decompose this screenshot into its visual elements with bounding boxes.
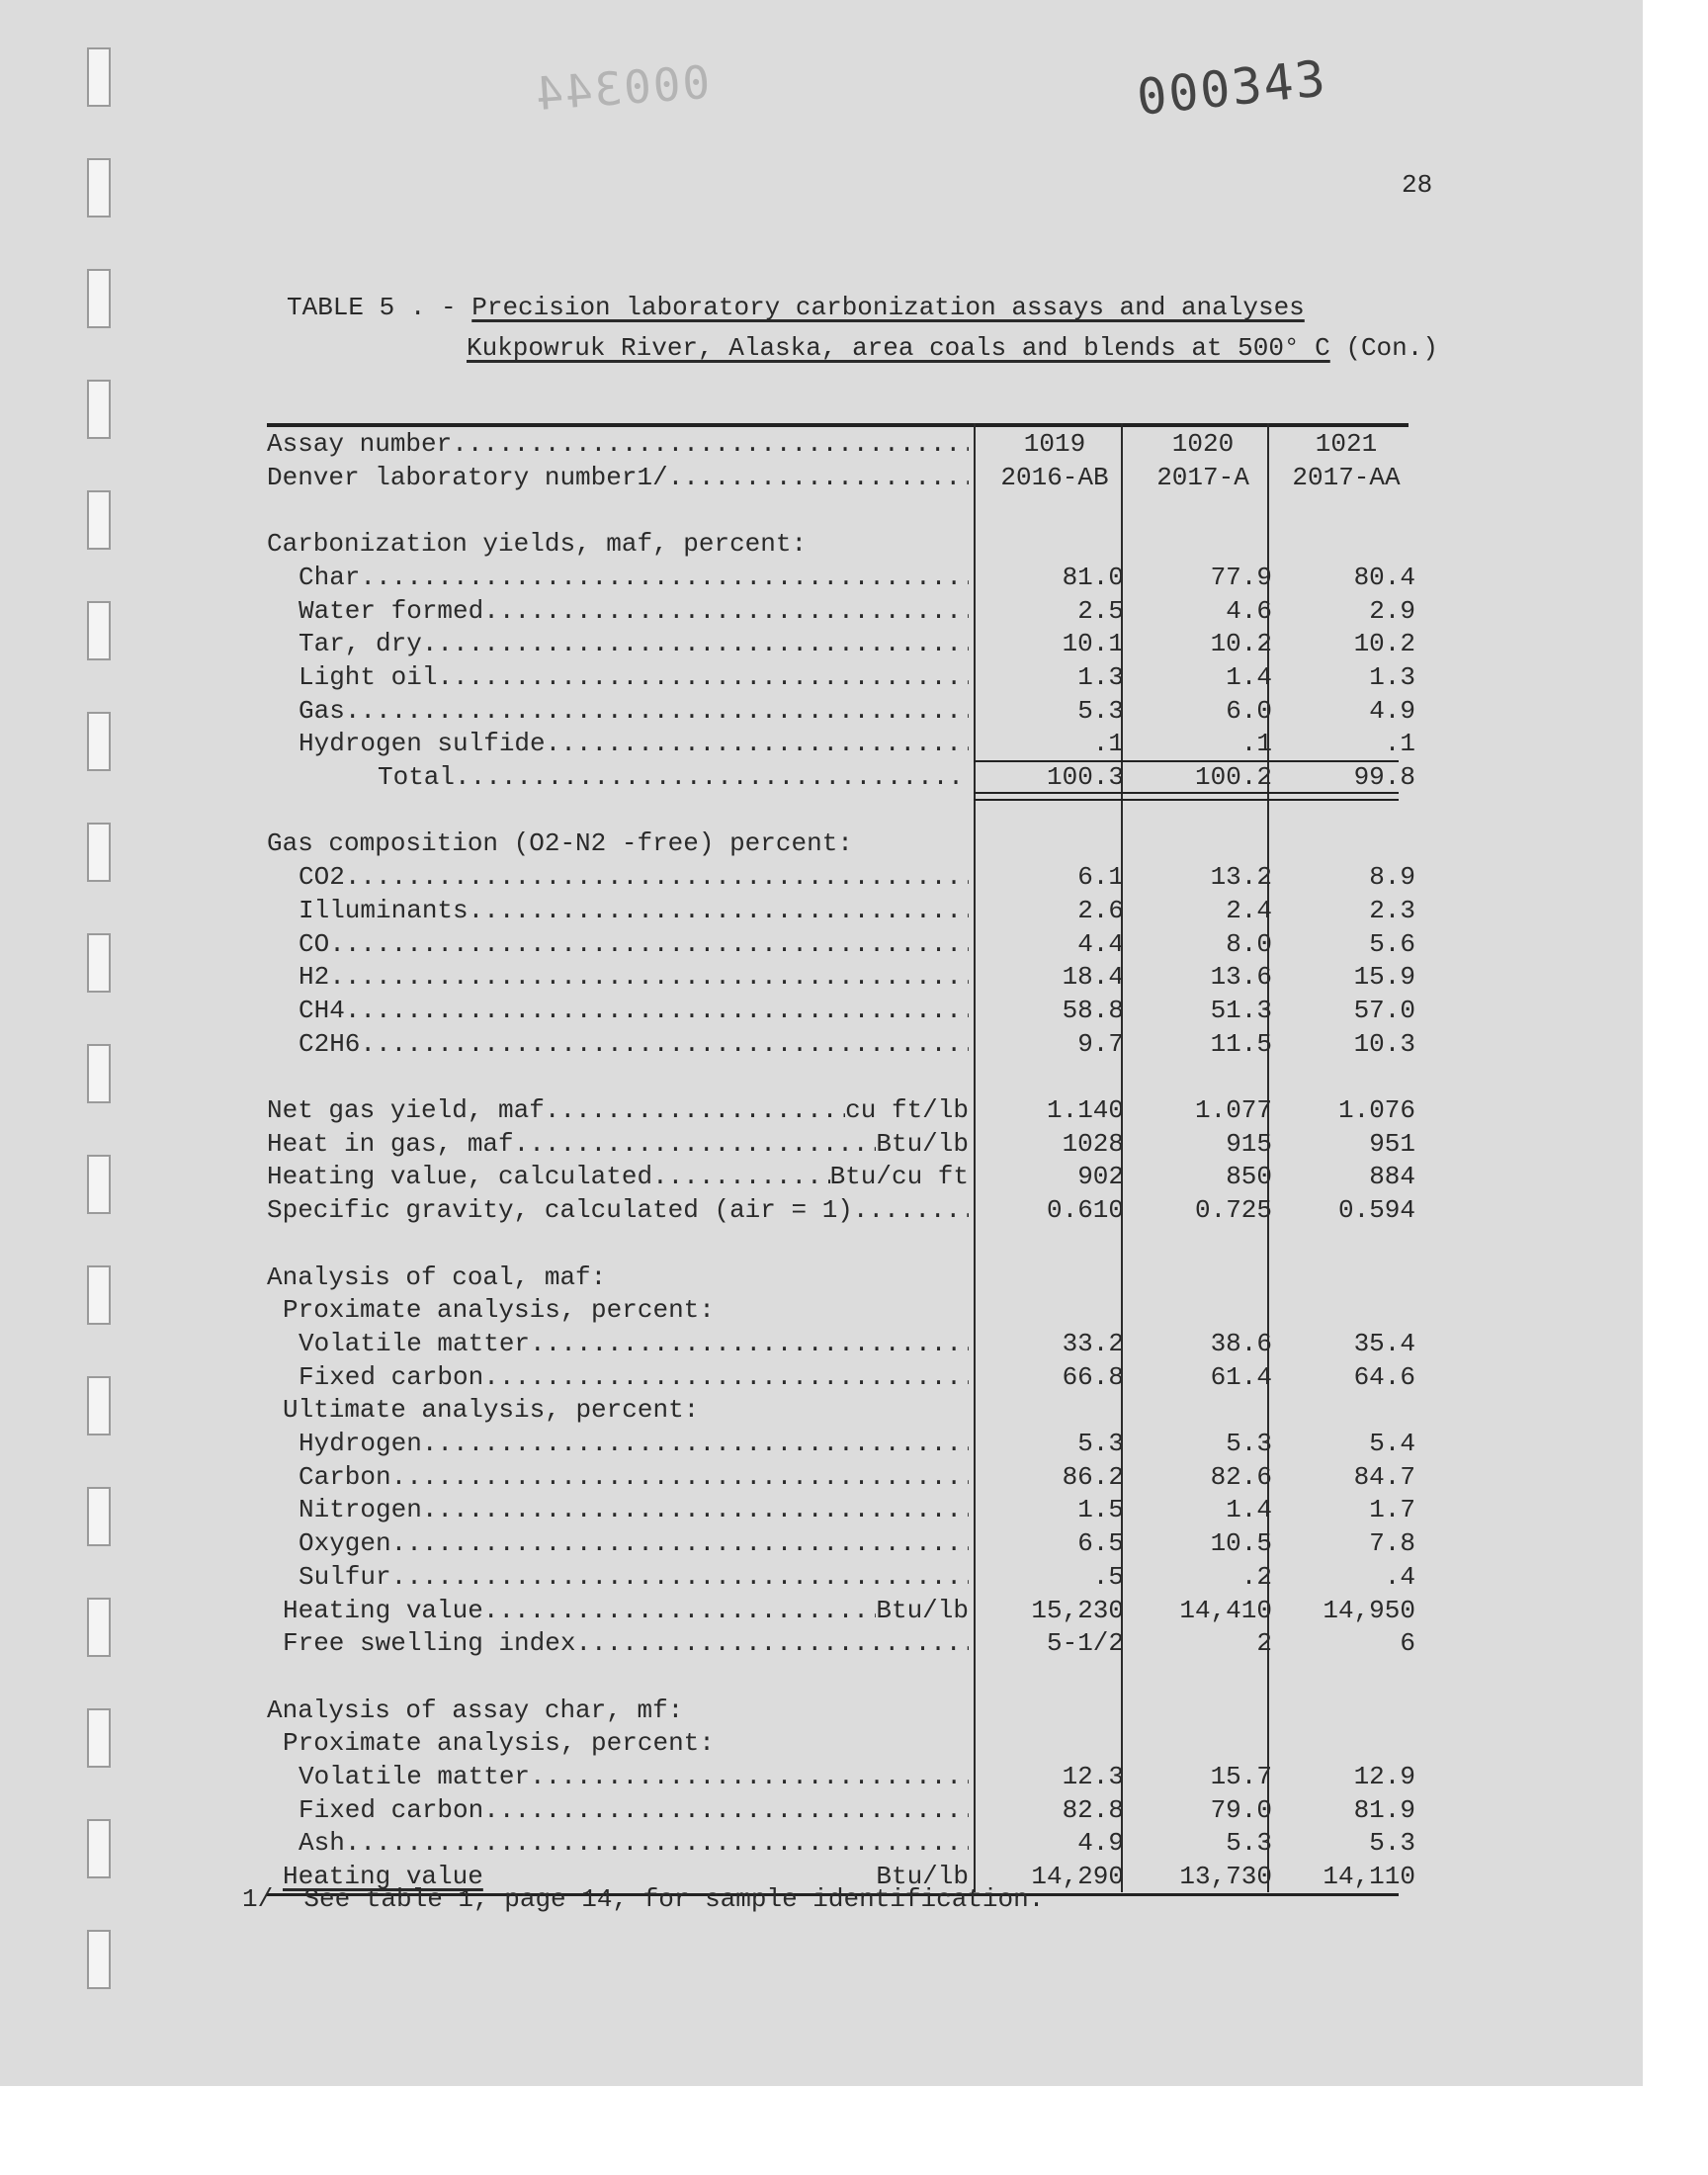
- row-label: [267, 1626, 969, 1660]
- table-row: [267, 760, 1415, 794]
- value-cell: 12.9: [1353, 1762, 1415, 1791]
- table-row: [267, 1760, 1415, 1793]
- binder-hole: [87, 1155, 111, 1214]
- label-text: Carbon: [299, 1461, 391, 1492]
- value-cell: 80.4: [1353, 562, 1415, 592]
- table-row: [267, 1460, 1415, 1494]
- label-text: Nitrogen: [299, 1495, 422, 1525]
- value-cell: 915: [1226, 1128, 1272, 1159]
- label-text: Volatile matter: [299, 1762, 531, 1791]
- value-cell: 10.1: [1062, 629, 1124, 659]
- dot-leader: [545, 1093, 845, 1127]
- value-cell: 884: [1369, 1162, 1415, 1192]
- document-number-stamp: 000343: [1134, 49, 1330, 127]
- dot-leader: [483, 594, 969, 628]
- value-cell: 8.9: [1369, 862, 1415, 893]
- label-text: Analysis of assay char, mf:: [267, 1695, 684, 1725]
- binder-hole: [87, 823, 111, 882]
- value-cell: 1.140: [1046, 1095, 1124, 1125]
- binder-hole: [87, 1376, 111, 1436]
- value-cell: 13.2: [1210, 862, 1272, 893]
- label-text: Char: [299, 562, 361, 592]
- dot-leader: [329, 960, 969, 994]
- value-cell: 1020: [1171, 429, 1235, 459]
- label-text: Sulfur: [299, 1561, 391, 1592]
- row-label: [267, 427, 969, 461]
- row-label: [267, 461, 969, 494]
- value-cell: 5.3: [1077, 695, 1124, 726]
- label-text: Heating value: [283, 1862, 483, 1892]
- value-cell: 2.4: [1226, 895, 1272, 925]
- section-heading: [267, 1261, 1409, 1294]
- spacer-row: [267, 1227, 1409, 1261]
- dot-leader: [345, 994, 969, 1027]
- label-text: Illuminants: [299, 895, 469, 925]
- binder-hole: [87, 380, 111, 439]
- row-label: [267, 1760, 969, 1793]
- label-text: Tar, dry: [299, 629, 422, 659]
- dot-leader: [668, 461, 969, 494]
- value-cell: 5.6: [1369, 928, 1415, 959]
- table-row: [267, 1626, 1415, 1660]
- row-label: [267, 594, 969, 628]
- binder-hole: [87, 269, 111, 328]
- value-cell: 58.8: [1062, 995, 1124, 1025]
- value-cell: 14,290: [1031, 1862, 1124, 1892]
- value-cell: 1.5: [1077, 1495, 1124, 1525]
- label-text: Volatile matter: [299, 1328, 531, 1358]
- row-label: [267, 860, 969, 894]
- value-cell: 6.1: [1077, 862, 1124, 893]
- table-row: [267, 1826, 1415, 1860]
- dot-leader: [530, 1760, 969, 1793]
- value-cell: 82.6: [1210, 1461, 1272, 1492]
- unit-label: cu ft/lb: [845, 1095, 969, 1125]
- value-cell: 902: [1077, 1162, 1124, 1192]
- section-heading: [267, 826, 1409, 860]
- value-cell: 81.9: [1353, 1794, 1415, 1825]
- dot-leader: [422, 627, 969, 660]
- row-label: [267, 894, 969, 927]
- row-label: [267, 1127, 969, 1161]
- row-label: [267, 927, 969, 961]
- dot-leader: [546, 727, 969, 760]
- dot-leader: [455, 760, 969, 794]
- value-cell: .1: [1384, 729, 1415, 759]
- unit-label: Btu/lb: [876, 1128, 969, 1159]
- dot-leader: [329, 927, 969, 961]
- binder-hole: [87, 1819, 111, 1878]
- value-cell: 1.4: [1226, 661, 1272, 692]
- value-cell: 10.5: [1210, 1528, 1272, 1559]
- value-cell: 81.0: [1062, 562, 1124, 592]
- table-row: [267, 1360, 1415, 1394]
- row-label: [267, 1093, 969, 1127]
- table-row: [267, 1493, 1415, 1526]
- value-cell: 33.2: [1062, 1328, 1124, 1358]
- value-cell: 5.4: [1369, 1429, 1415, 1458]
- row-label: [267, 1726, 969, 1760]
- binder-hole: [87, 490, 111, 550]
- table-row: [267, 960, 1415, 994]
- binder-hole: [87, 933, 111, 993]
- value-cell: 84.7: [1353, 1461, 1415, 1492]
- row-label: [267, 561, 969, 594]
- label-text: Light oil: [299, 661, 438, 692]
- label-text: Net gas yield, maf: [267, 1095, 545, 1125]
- binder-hole: [87, 47, 111, 107]
- row-label: [267, 1261, 969, 1294]
- value-cell: 66.8: [1062, 1361, 1124, 1392]
- dot-leader: [452, 427, 969, 461]
- spacer-row: [267, 493, 1409, 527]
- row-label: [267, 660, 969, 694]
- value-cell: 57.0: [1353, 995, 1415, 1025]
- value-cell: 6.0: [1226, 695, 1272, 726]
- value-cell: 10.3: [1353, 1028, 1415, 1059]
- table-row: [267, 461, 1409, 494]
- value-cell: 1.4: [1226, 1495, 1272, 1525]
- binder-hole: [87, 1930, 111, 1989]
- binder-hole: [87, 712, 111, 771]
- value-cell: 15.9: [1353, 962, 1415, 993]
- table-row: [267, 561, 1415, 594]
- table-row: [267, 1560, 1415, 1594]
- row-label: [267, 627, 969, 660]
- table-row: [267, 994, 1415, 1027]
- label-text: Fixed carbon: [299, 1794, 484, 1825]
- value-cell: 10.2: [1210, 629, 1272, 659]
- value-cell: 6.5: [1077, 1528, 1124, 1559]
- table-row: [267, 594, 1415, 628]
- table-row: [267, 894, 1415, 927]
- value-cell: 2017-AA: [1292, 462, 1401, 492]
- label-text: CO: [299, 928, 330, 959]
- value-cell: 9.7: [1077, 1028, 1124, 1059]
- binder-hole: [87, 1598, 111, 1657]
- table-row: [267, 1093, 1415, 1127]
- table-row: [267, 660, 1415, 694]
- binder-hole: [87, 1265, 111, 1325]
- label-text: Free swelling index: [283, 1628, 576, 1659]
- value-cell: 2: [1256, 1628, 1272, 1659]
- row-label: [267, 1793, 969, 1827]
- footnote: 1/ See table 1, page 14, for sample identification.: [242, 1884, 1045, 1914]
- row-label: [267, 1027, 969, 1061]
- table-row: [267, 1327, 1415, 1360]
- dot-leader: [514, 1127, 877, 1161]
- value-cell: 5.3: [1226, 1429, 1272, 1458]
- table-row: [267, 860, 1415, 894]
- row-label: [267, 1493, 969, 1526]
- dot-leader: [391, 1526, 969, 1560]
- value-cell: 15,230: [1031, 1595, 1124, 1625]
- value-cell: 10.2: [1353, 629, 1415, 659]
- label-text: Ultimate analysis, percent:: [283, 1395, 700, 1426]
- label-text: Assay number: [267, 429, 453, 459]
- row-label: [267, 527, 969, 561]
- table-row: [267, 1594, 1415, 1627]
- table-row: [267, 627, 1415, 660]
- label-text: Total: [378, 762, 456, 792]
- value-cell: 1.076: [1337, 1095, 1415, 1125]
- row-label: [267, 1160, 969, 1193]
- spacer-row: [267, 1060, 1409, 1093]
- value-cell: 2016-AB: [1000, 462, 1109, 492]
- title-suffix: (Con.): [1329, 333, 1438, 363]
- value-cell: 64.6: [1353, 1361, 1415, 1392]
- section-heading: [267, 1393, 1409, 1427]
- value-cell: 77.9: [1210, 562, 1272, 592]
- value-cell: 86.2: [1062, 1461, 1124, 1492]
- value-cell: 1.3: [1369, 661, 1415, 692]
- row-label: [267, 1694, 969, 1727]
- label-text: H2: [299, 962, 330, 993]
- dot-leader: [652, 1160, 829, 1193]
- spacer-row: [267, 794, 1409, 827]
- label-text: Proximate analysis, percent:: [283, 1728, 715, 1759]
- row-label: [267, 1393, 969, 1427]
- label-text: Water formed: [299, 595, 484, 626]
- row-label: [267, 760, 969, 794]
- value-cell: 1.7: [1369, 1495, 1415, 1525]
- value-cell: 0.725: [1194, 1195, 1272, 1226]
- value-cell: 1021: [1315, 429, 1378, 459]
- value-cell: 82.8: [1062, 1794, 1124, 1825]
- value-cell: 13.6: [1210, 962, 1272, 993]
- value-cell: 0.594: [1337, 1195, 1415, 1226]
- unit-label: Btu/cu ft: [829, 1162, 969, 1192]
- table-row: [267, 927, 1415, 961]
- table-row: [267, 1526, 1415, 1560]
- spacer-row: [267, 1660, 1409, 1694]
- table-title-line1: [287, 293, 1305, 322]
- value-cell: 100.3: [1046, 762, 1124, 792]
- dot-leader: [345, 1826, 969, 1860]
- value-cell: 850: [1226, 1162, 1272, 1192]
- binder-hole: [87, 601, 111, 660]
- dot-leader: [391, 1460, 969, 1494]
- title-text: Precision laboratory carbonization assays and analyses: [471, 293, 1305, 322]
- table-title-line2: [467, 333, 1438, 363]
- value-cell: .5: [1092, 1561, 1124, 1592]
- label-text: Hydrogen sulfide: [299, 729, 546, 759]
- row-label: [267, 826, 969, 860]
- value-cell: 14,950: [1323, 1595, 1415, 1625]
- row-label: [267, 1193, 969, 1227]
- dot-leader: [575, 1626, 969, 1660]
- value-cell: 4.9: [1077, 1828, 1124, 1859]
- value-cell: 1.3: [1077, 661, 1124, 692]
- value-cell: 1019: [1023, 429, 1086, 459]
- label-text: CH4: [299, 995, 345, 1025]
- value-cell: 1.077: [1194, 1095, 1272, 1125]
- dot-leader: [437, 660, 969, 694]
- binder-hole: [87, 1708, 111, 1768]
- dot-leader: [469, 894, 969, 927]
- label-text: Analysis of coal, maf:: [267, 1262, 607, 1292]
- value-cell: 5.3: [1226, 1828, 1272, 1859]
- label-text: Gas composition (O2-N2 -free) percent:: [267, 828, 853, 859]
- bleed-through-stamp: 000344: [532, 54, 712, 122]
- value-cell: 8.0: [1226, 928, 1272, 959]
- row-label: [267, 960, 969, 994]
- unit-label: Btu/lb: [876, 1862, 969, 1892]
- value-cell: 951: [1369, 1128, 1415, 1159]
- value-cell: 14,110: [1323, 1862, 1415, 1892]
- row-label: [267, 1560, 969, 1594]
- label-text: CO2: [299, 862, 345, 893]
- label-text: Gas: [299, 695, 345, 726]
- value-cell: 2.3: [1369, 895, 1415, 925]
- row-label: [267, 1526, 969, 1560]
- dot-leader: [422, 1427, 969, 1460]
- value-cell: 2.5: [1077, 595, 1124, 626]
- label-text: Hydrogen: [299, 1429, 422, 1458]
- value-cell: 5-1/2: [1046, 1628, 1124, 1659]
- row-label: [267, 1293, 969, 1327]
- table-row: [267, 427, 1409, 461]
- label-text: Oxygen: [299, 1528, 391, 1559]
- row-label: [267, 1327, 969, 1360]
- table-row: [267, 1127, 1415, 1161]
- row-label: [267, 1427, 969, 1460]
- value-cell: 18.4: [1062, 962, 1124, 993]
- label-text: Denver laboratory number1/: [267, 462, 668, 492]
- value-cell: 38.6: [1210, 1328, 1272, 1358]
- value-cell: 2.9: [1369, 595, 1415, 626]
- label-text: Ash: [299, 1828, 345, 1859]
- page-number: 28: [1402, 170, 1433, 200]
- value-cell: 15.7: [1210, 1762, 1272, 1791]
- label-text: Proximate analysis, percent:: [283, 1295, 715, 1326]
- row-label: [267, 694, 969, 728]
- value-cell: 6: [1400, 1628, 1415, 1659]
- table-row: [267, 1027, 1415, 1061]
- row-label: [267, 727, 969, 760]
- dot-leader: [422, 1493, 969, 1526]
- value-cell: 14,410: [1179, 1595, 1272, 1625]
- label-text: Heating value: [283, 1595, 483, 1625]
- dot-leader: [483, 1360, 969, 1394]
- label-text: Heating value, calculated: [267, 1162, 653, 1192]
- binder-hole: [87, 158, 111, 218]
- dot-leader: [853, 1193, 969, 1227]
- value-cell: 4.4: [1077, 928, 1124, 959]
- value-cell: 2017-A: [1156, 462, 1249, 492]
- value-cell: 2.6: [1077, 895, 1124, 925]
- value-cell: 5.3: [1077, 1429, 1124, 1458]
- row-label: [267, 1594, 969, 1627]
- row-label: [267, 1826, 969, 1860]
- table-row: [267, 694, 1415, 728]
- label-text: Heat in gas, maf: [267, 1128, 514, 1159]
- dot-leader: [345, 694, 969, 728]
- value-cell: 100.2: [1194, 762, 1272, 792]
- value-cell: .1: [1240, 729, 1272, 759]
- table-row: [267, 1160, 1415, 1193]
- value-cell: .2: [1240, 1561, 1272, 1592]
- value-cell: 12.3: [1062, 1762, 1124, 1791]
- section-heading: [267, 1293, 1409, 1327]
- value-cell: 7.8: [1369, 1528, 1415, 1559]
- binder-hole: [87, 1044, 111, 1103]
- table-row: [267, 1193, 1415, 1227]
- dot-leader: [391, 1560, 969, 1594]
- unit-label: Btu/lb: [876, 1595, 969, 1625]
- value-cell: 1028: [1062, 1128, 1124, 1159]
- value-cell: 51.3: [1210, 995, 1272, 1025]
- value-cell: 35.4: [1353, 1328, 1415, 1358]
- table-label: TABLE 5 . -: [287, 293, 472, 322]
- section-heading: [267, 527, 1409, 561]
- value-cell: 11.5: [1210, 1028, 1272, 1059]
- row-label: [267, 1460, 969, 1494]
- label-text: C2H6: [299, 1028, 361, 1059]
- value-cell: 4.9: [1369, 695, 1415, 726]
- value-cell: .4: [1384, 1561, 1415, 1592]
- value-cell: 4.6: [1226, 595, 1272, 626]
- total-rule: [974, 760, 1399, 762]
- title-text-2: Kukpowruk River, Alaska, area coals and blends at 500° C: [467, 333, 1330, 363]
- value-cell: 61.4: [1210, 1361, 1272, 1392]
- table-row: [267, 1427, 1415, 1460]
- value-cell: 5.3: [1369, 1828, 1415, 1859]
- label-text: Specific gravity, calculated (air = 1): [267, 1195, 853, 1226]
- label-text: Carbonization yields, maf, percent:: [267, 529, 808, 560]
- value-cell: 79.0: [1210, 1794, 1272, 1825]
- value-cell: 99.8: [1353, 762, 1415, 792]
- dot-leader: [360, 1027, 969, 1061]
- dot-leader: [483, 1793, 969, 1827]
- dot-leader: [530, 1327, 969, 1360]
- section-heading: [267, 1694, 1409, 1727]
- row-label: [267, 994, 969, 1027]
- table-row: [267, 1793, 1415, 1827]
- value-cell: .1: [1092, 729, 1124, 759]
- dot-leader: [483, 1594, 877, 1627]
- label-text: Fixed carbon: [299, 1361, 484, 1392]
- dot-leader: [345, 860, 969, 894]
- dot-leader: [360, 561, 969, 594]
- binder-hole: [87, 1487, 111, 1546]
- value-cell: 0.610: [1046, 1195, 1124, 1226]
- row-label: [267, 1360, 969, 1394]
- value-cell: 13,730: [1179, 1862, 1272, 1892]
- table-row: [267, 727, 1415, 760]
- section-heading: [267, 1726, 1409, 1760]
